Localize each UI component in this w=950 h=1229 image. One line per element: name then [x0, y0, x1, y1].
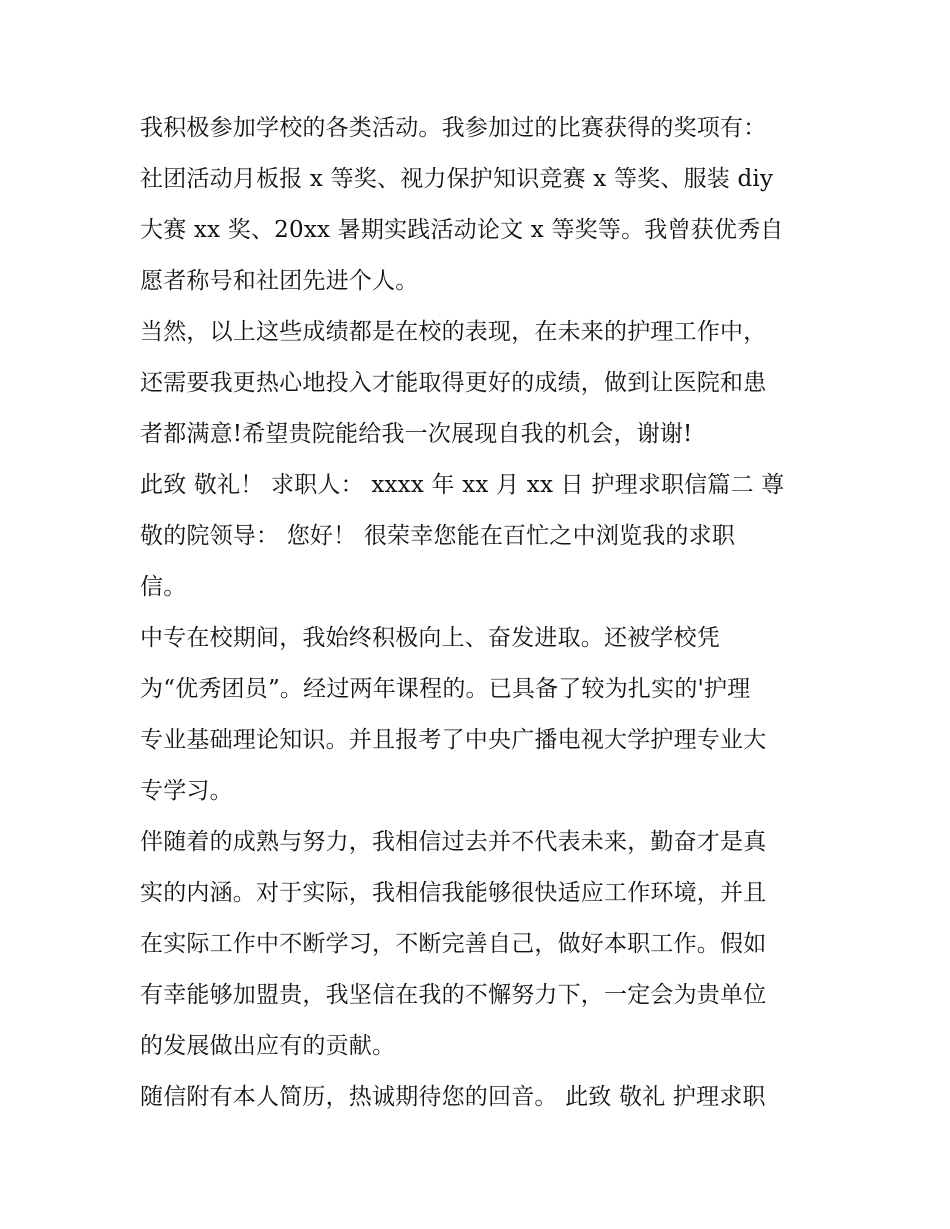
text-line: 专业基础理论知识。并且报考了中央广播电视大学护理专业大 — [140, 727, 767, 753]
text-line: 为“优秀团员”。经过两年课程的。已具备了较为扎实的'护理 — [140, 676, 751, 702]
text-line: 实的内涵。对于实际，我相信我能够很快适应工作环境，并且 — [140, 880, 767, 906]
text-line: 专学习。 — [140, 778, 233, 804]
text-line: 愿者称号和社团先进个人。 — [140, 268, 419, 294]
text-line: 者都满意!希望贵院能给我一次展现自我的机会，谢谢! — [140, 421, 693, 447]
text-line: 信。 — [140, 574, 187, 600]
text-line: 在实际工作中不断学习，不断完善自己，做好本职工作。假如 — [140, 931, 767, 957]
text-line: 社团活动月板报 x 等奖、视力保护知识竞赛 x 等奖、服装 diy — [140, 166, 774, 192]
text-line: 此致 敬礼！ 求职人： xxxx 年 xx 月 xx 日 护理求职信篇二 尊 — [140, 472, 785, 498]
text-line: 的发展做出应有的贡献。 — [140, 1033, 396, 1059]
text-line: 我积极参加学校的各类活动。我参加过的比赛获得的奖项有： — [140, 115, 767, 141]
text-line: 大赛 xx 奖、20xx 暑期实践活动论文 x 等奖等。我曾获优秀自 — [140, 217, 784, 243]
text-line: 敬的院领导： 您好！ 很荣幸您能在百忙之中浏览我的求职 — [140, 523, 736, 549]
text-line: 当然，以上这些成绩都是在校的表现，在未来的护理工作中， — [140, 319, 767, 345]
text-line: 伴随着的成熟与努力，我相信过去并不代表未来，勤奋才是真 — [140, 829, 767, 855]
text-line: 中专在校期间，我始终积极向上、奋发进取。还被学校凭 — [140, 625, 720, 651]
letter-body — [140, 103, 820, 1123]
text-line: 还需要我更热心地投入才能取得更好的成绩，做到让医院和患 — [140, 370, 767, 396]
text-line: 随信附有本人简历，热诚期待您的回音。 此致 敬礼 护理求职 — [140, 1084, 766, 1110]
text-line: 有幸能够加盟贵，我坚信在我的不懈努力下，一定会为贵单位 — [140, 982, 767, 1008]
